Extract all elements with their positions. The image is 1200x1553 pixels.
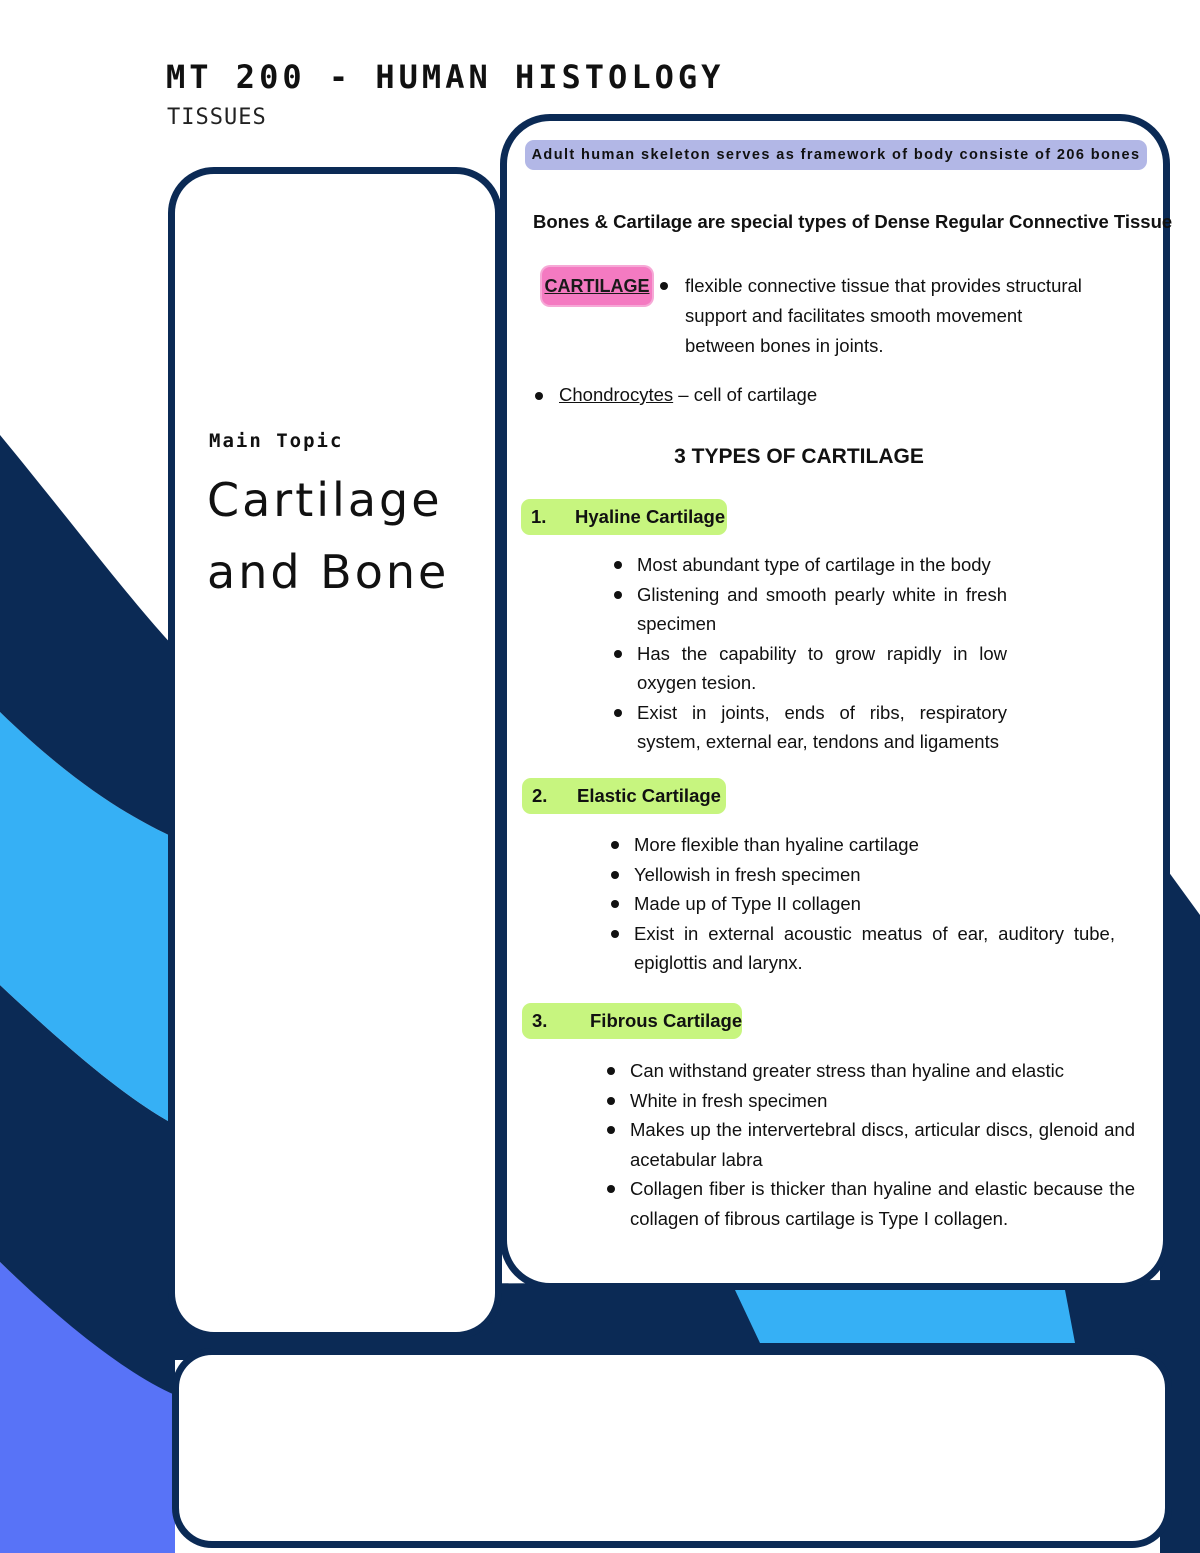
bullet-icon — [660, 282, 668, 290]
type-3-name: Fibrous Cartilage — [590, 1010, 743, 1031]
type-2-tag — [522, 778, 726, 814]
list-item: Exist in joints, ends of ribs, respiratory system, external ear, tendons and ligaments — [637, 698, 1007, 757]
main-topic-label: Main Topic — [209, 430, 344, 452]
course-subtitle: TISSUES — [167, 105, 267, 130]
list-item: Can withstand greater stress than hyaline and elastic — [630, 1056, 1135, 1086]
notes-panel — [500, 114, 1173, 1290]
list-item: Has the capability to grow rapidly in low oxygen tesion. — [637, 639, 1007, 698]
bottom-notes-panel — [172, 1348, 1172, 1548]
main-topic-line-2: and Bone — [207, 545, 450, 599]
chondrocytes-desc: – cell of cartilage — [673, 384, 818, 405]
type-3-tag — [522, 1003, 742, 1039]
list-item: Made up of Type II collagen — [634, 889, 1115, 919]
list-item: Most abundant type of cartilage in the body — [637, 550, 1007, 580]
type-3-number: 3. — [532, 1010, 548, 1031]
list-item: More flexible than hyaline cartilage — [634, 830, 1115, 860]
type-1-tag — [521, 499, 727, 535]
list-item: Glistening and smooth pearly white in fresh specimen — [637, 580, 1007, 639]
type-2-points — [634, 830, 1115, 978]
main-topic-title — [207, 464, 449, 608]
lightblue-stripe — [735, 1290, 1075, 1343]
main-topic-panel — [168, 167, 502, 1339]
list-item: White in fresh specimen — [630, 1086, 1135, 1116]
types-heading: 3 TYPES OF CARTILAGE — [674, 445, 924, 468]
type-2-number: 2. — [532, 785, 548, 806]
type-1-name: Hyaline Cartilage — [575, 506, 726, 527]
course-title: MT 200 - HUMAN HISTOLOGY — [166, 58, 725, 96]
type-2-name: Elastic Cartilage — [577, 785, 721, 806]
type-1-number: 1. — [531, 506, 547, 527]
bullet-icon — [535, 392, 543, 400]
list-item: Exist in external acoustic meatus of ear, auditory tube, epiglottis and larynx. — [634, 919, 1115, 978]
cartilage-definition: flexible connective tissue that provides structural support and facilitates smooth movement between bones in joints. — [685, 275, 1082, 356]
type-3-points — [630, 1056, 1135, 1233]
skeleton-banner: Adult human skeleton serves as framework of body consiste of 206 bones — [525, 140, 1147, 170]
main-topic-line-1: Cartilage — [207, 473, 443, 527]
type-1-points — [637, 550, 1007, 757]
list-item: Yellowish in fresh specimen — [634, 860, 1115, 890]
list-item: Collagen fiber is thicker than hyaline and elastic because the collagen of fibrous cartilage is Type I collagen. — [630, 1174, 1135, 1233]
list-item: Makes up the intervertebral discs, articular discs, glenoid and acetabular labra — [630, 1115, 1135, 1174]
chondrocytes-line — [559, 384, 817, 406]
cartilage-tag: CARTILAGE — [542, 267, 652, 305]
chondrocytes-term: Chondrocytes — [559, 384, 674, 405]
intro-statement: Bones & Cartilage are special types of Dense Regular Connective Tissue — [533, 211, 1173, 232]
